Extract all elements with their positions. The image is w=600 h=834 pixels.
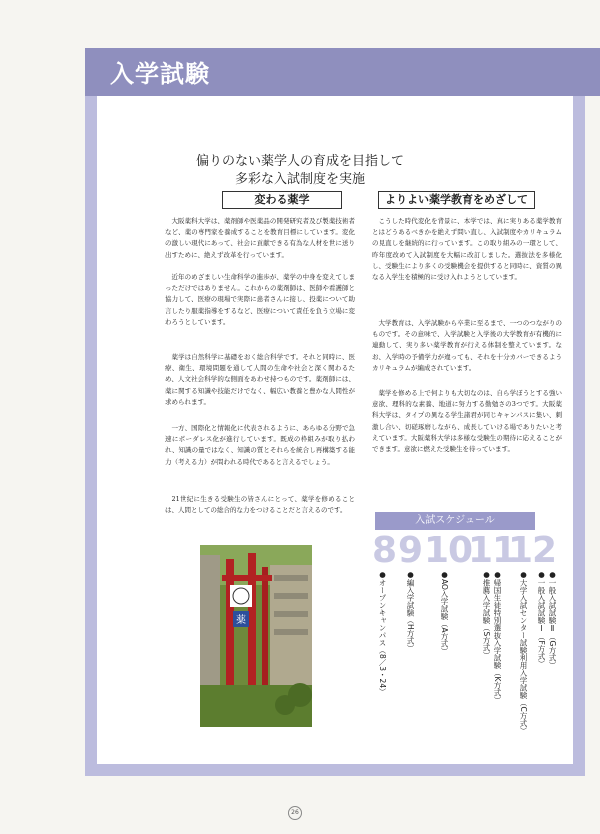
campus-sign-text: 薬 <box>236 615 246 626</box>
page-number: 26 <box>288 806 302 820</box>
subtitle-line-1: 偏りのない薬学人の育成を目指して <box>195 154 404 169</box>
event-center-c: ●大学入試センター試験利用入学試験（C方式） <box>519 570 528 735</box>
schedule-label: 入試スケジュール <box>375 512 535 530</box>
campus-photo <box>200 545 312 727</box>
left-paragraph-5: 21世紀に生きる受験生の皆さんにとって、薬学を修めることは、人間としての総合的な力をつけることだと言えるのです。 <box>165 495 355 515</box>
month-8: 8 <box>372 530 397 571</box>
left-paragraph-4: 一方、国際化と情報化に代表されるように、あらゆる分野で急速にボーダレス化が進行しています。既成の枠組みが取り払われ、知識の量ではなく、知識の質とそれらを統合し再構築する能力（考える力）が問われる時代であると言えるでしょう。 <box>165 424 355 466</box>
event-recommend-s: ●推薦入学試験（S方式） <box>482 570 491 659</box>
right-paragraph-2: 大学教育は、入学試験から卒業に至るまで、一つのつながりのものです。その意味で、入学試験と入学後の大学教育が有機的に連動して、実り多い薬学教育が行える体制を整えています。なお、入学時の予備学力が違っても、それを十分カバーできるようカリキュラムが編成されています。 <box>372 319 562 372</box>
right-section-heading: よりよい薬学教育をめざして <box>378 191 535 209</box>
left-paragraph-1: 大阪薬科大学は、薬剤師や医薬品の開発研究者及び製薬技術者など、薬の専門家を養成することを教育目標にしています。変化の激しい現代にあって、社会に貢献できる有為な人材を世に送り出すために、絶えず改革を行っています。 <box>165 217 355 259</box>
left-section-heading: 変わる薬学 <box>222 191 342 209</box>
subtitle-line-2: 多彩な入試制度を実施 <box>234 172 365 187</box>
event-ao-a: ●AO入学試験（A方式） <box>440 570 449 656</box>
month-9: 9 <box>398 530 423 571</box>
month-12: 12 <box>508 530 557 571</box>
event-general-f: ●一般入試試験Ⅰ（F方式） <box>537 570 546 668</box>
event-returnee-k: ●帰国生徒特別選抜入学試験（K方式） <box>493 570 502 704</box>
left-paragraph-3: 薬学は自然科学に基礎をおく総合科学です。それと同時に、医療、衛生、環境問題を通して人間の生命や社会と深く関わるため、人文社会科学的な側面をあわせ持つものです。薬剤師には、薬に関する知識や技能だけでなく、幅広い教養と豊かな人間性が求められます。 <box>165 353 355 406</box>
page-title: 入学試験 <box>110 60 210 88</box>
month-10: 10 <box>424 530 473 571</box>
event-transfer-h: ●編入学試験（H方式） <box>406 570 415 653</box>
right-paragraph-3: 薬学を修める上で何よりも大切なのは、自ら学ぼうとする強い意欲、理科的な素養、地道に努力する勤勉さの3つです。大阪薬科大学は、タイプの異なる学生諸君が同じキャンパスに集い、刺激し合い、切磋琢磨しながら、成長していける場でありたいと考えています。大阪薬科大学は多様な受験生の期待に応えることができます。意欲に燃えた受験生を待っています。 <box>372 389 562 454</box>
right-paragraph-1: こうした時代変化を背景に、本学では、真に実りある薬学教育とはどうあるべきかを絶えず問い直し、入試制度やカリキュラムの見直しを継続的に行っています。この取り組みの一環として、昨年度改めて入試制度を大幅に改訂しました。選抜法を多様化し、受験生により多くの受験機会を提供すると同時に、資質の異なる入学生を積極的に受け入れようとしています。 <box>372 217 562 282</box>
event-general-g: ●一般入試試験Ⅱ（G方式） <box>548 570 557 669</box>
event-open-campus: ●オープンキャンパス（8／3・24） <box>378 570 387 696</box>
month-11: 11 <box>468 530 517 571</box>
left-paragraph-2: 近年のめざましい生命科学の進歩が、薬学の中身を変えてしまっただけではありません。これからの薬剤師は、医師や看護師と協力して、医療の現場で実際に患者さんに接し、投薬について助言したり服薬指導をするなど、医療について責任を負う立場に変わろうとしています。 <box>165 273 355 326</box>
